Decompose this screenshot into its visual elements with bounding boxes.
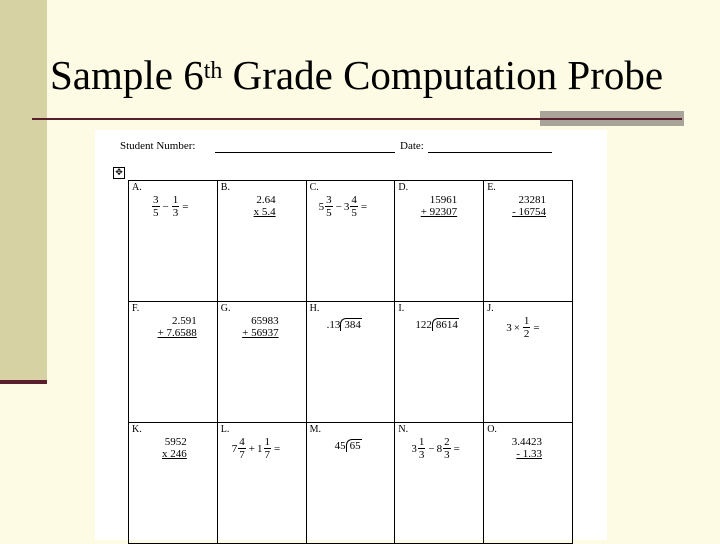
fraction-expression xyxy=(319,194,369,219)
fraction xyxy=(238,436,246,461)
denominator: 3 xyxy=(172,207,179,219)
column-problem xyxy=(512,194,546,218)
fraction xyxy=(350,194,358,219)
left-accent-bar-base xyxy=(0,380,47,384)
whole-number: 5 xyxy=(318,200,325,213)
whole-number: 3 xyxy=(343,200,350,213)
problem-label: L. xyxy=(220,424,230,435)
whole-number: 3 xyxy=(506,321,512,334)
equals-sign: = xyxy=(274,442,281,455)
operand-top: 15961 xyxy=(429,194,458,206)
operand-top: 2.591 xyxy=(172,315,197,327)
problem-label: M. xyxy=(309,424,321,435)
numerator: 1 xyxy=(523,315,530,327)
problem-label: H. xyxy=(309,303,320,314)
problem-cell-e xyxy=(484,181,573,302)
column-problem xyxy=(421,194,457,218)
dividend: 384 xyxy=(340,318,362,331)
numerator: 3 xyxy=(326,194,332,206)
divisor: 122 xyxy=(415,319,432,331)
long-division xyxy=(415,318,459,331)
fraction-expression xyxy=(232,436,282,461)
operand-bottom: - 16754 xyxy=(512,206,546,218)
divisor: .13 xyxy=(326,319,341,331)
problem-cell-c xyxy=(306,181,395,302)
table-row xyxy=(129,423,573,544)
numerator: 2 xyxy=(444,436,450,448)
column-problem xyxy=(254,194,276,218)
problem-cell-l xyxy=(217,423,306,544)
problem-cell-g xyxy=(217,302,306,423)
problem-cell-o xyxy=(484,423,573,544)
column-problem xyxy=(162,436,187,460)
column-problem xyxy=(512,436,542,460)
operand-top: 5952 xyxy=(164,436,187,448)
title-rest: Grade Computation Probe xyxy=(222,52,664,98)
operand-bottom: + 56937 xyxy=(242,327,279,339)
denominator: 5 xyxy=(326,207,332,219)
fraction xyxy=(443,436,451,461)
operand-top: 2.64 xyxy=(256,194,276,206)
denominator: 2 xyxy=(523,328,530,340)
problem-label: D. xyxy=(398,182,409,193)
problem-cell-j xyxy=(484,302,573,423)
column-problem xyxy=(158,315,197,339)
long-division xyxy=(335,439,362,452)
divisor: 45 xyxy=(334,440,346,452)
denominator: 7 xyxy=(264,449,271,461)
operator: × xyxy=(513,321,520,334)
problem-grid xyxy=(128,180,573,544)
problem-cell-h xyxy=(306,302,395,423)
left-accent-bar xyxy=(0,0,47,384)
multiplication-expression xyxy=(506,315,541,340)
operator: − xyxy=(162,200,169,213)
slide-title xyxy=(50,50,663,100)
denominator: 5 xyxy=(351,207,357,219)
long-division xyxy=(327,318,362,331)
numerator: 4 xyxy=(239,436,245,448)
operand-top: 3.4423 xyxy=(511,436,542,448)
worksheet xyxy=(95,130,607,540)
numerator: 1 xyxy=(172,194,179,206)
fraction xyxy=(264,436,272,461)
operator: − xyxy=(428,442,435,455)
fraction xyxy=(523,315,531,340)
title-superscript: th xyxy=(203,58,223,84)
fraction-expression xyxy=(151,194,190,219)
column-problem xyxy=(242,315,278,339)
problem-cell-k xyxy=(129,423,218,544)
operator: − xyxy=(335,200,342,213)
operand-bottom: x 5.4 xyxy=(253,206,276,218)
numerator: 3 xyxy=(153,194,159,206)
student-number-label: Student Number: xyxy=(120,140,196,152)
table-row xyxy=(129,302,573,423)
denominator: 3 xyxy=(418,449,425,461)
problem-label: B. xyxy=(220,182,230,193)
operand-bottom: + 7.6588 xyxy=(157,327,197,339)
problem-label: O. xyxy=(487,424,497,435)
problem-cell-i xyxy=(395,302,484,423)
operand-bottom: + 92307 xyxy=(420,206,458,218)
dividend: 8614 xyxy=(432,318,459,331)
equals-sign: = xyxy=(533,321,540,334)
problem-cell-a xyxy=(129,181,218,302)
title-main: Sample 6 xyxy=(50,52,204,98)
operand-bottom: x 246 xyxy=(162,448,187,460)
fraction xyxy=(325,194,333,219)
denominator: 7 xyxy=(239,449,245,461)
fraction xyxy=(152,194,160,219)
numerator: 1 xyxy=(264,436,271,448)
date-line xyxy=(428,152,552,153)
problem-label: J. xyxy=(487,303,494,314)
denominator: 3 xyxy=(444,449,450,461)
denominator: 5 xyxy=(153,207,159,219)
problem-label: G. xyxy=(220,303,231,314)
title-rule xyxy=(32,118,682,120)
fraction xyxy=(418,436,426,461)
problem-cell-b xyxy=(217,181,306,302)
problem-cell-d xyxy=(395,181,484,302)
problem-cell-n xyxy=(395,423,484,544)
numerator: 4 xyxy=(351,194,357,206)
problem-label: A. xyxy=(132,182,142,193)
problem-label: N. xyxy=(398,424,409,435)
operand-bottom: - 1.33 xyxy=(516,448,542,460)
problem-cell-f xyxy=(129,302,218,423)
fraction xyxy=(172,194,180,219)
date-label: Date: xyxy=(400,140,424,152)
problem-label: K. xyxy=(132,424,142,435)
student-number-line xyxy=(215,152,395,153)
numerator: 1 xyxy=(418,436,425,448)
problem-label: F. xyxy=(132,303,140,314)
whole-number: 1 xyxy=(257,442,263,455)
operand-top: 65983 xyxy=(251,315,279,327)
whole-number: 3 xyxy=(411,442,417,455)
table-row xyxy=(129,181,573,302)
equals-sign: = xyxy=(360,200,368,213)
fraction-expression xyxy=(411,436,461,461)
problem-cell-m xyxy=(306,423,395,544)
operand-top: 23281 xyxy=(518,194,546,206)
dividend: 65 xyxy=(346,439,362,452)
problem-label: C. xyxy=(309,182,319,193)
whole-number: 7 xyxy=(231,442,238,455)
problem-label: I. xyxy=(398,303,405,314)
equals-sign: = xyxy=(453,442,460,455)
operator: + xyxy=(248,442,256,455)
problem-label: E. xyxy=(487,182,496,193)
equals-sign: = xyxy=(182,200,189,213)
whole-number: 8 xyxy=(436,442,443,455)
move-handle-icon[interactable]: ✥ xyxy=(113,167,125,179)
